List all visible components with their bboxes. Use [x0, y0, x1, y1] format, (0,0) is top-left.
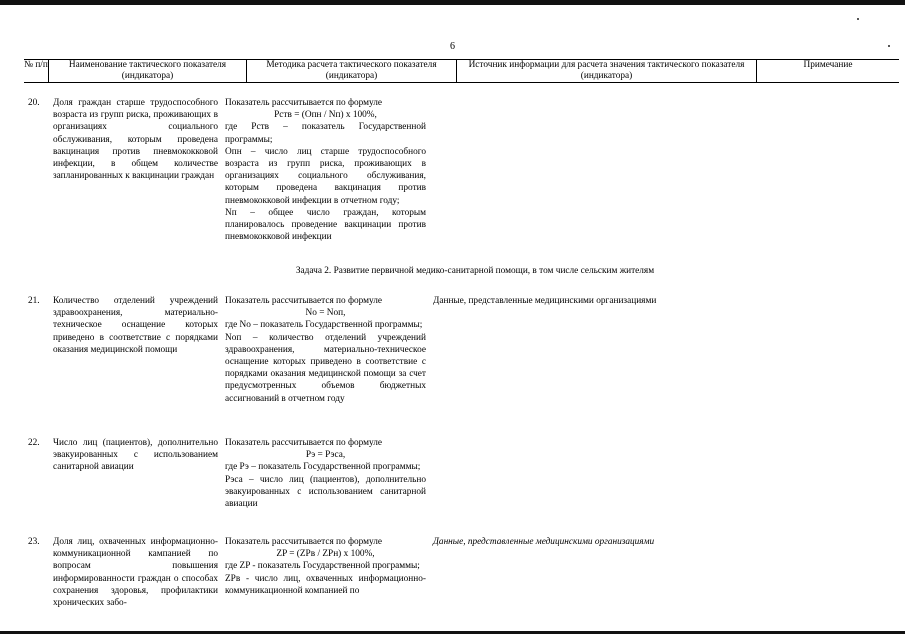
- header-note: Примечание: [756, 60, 899, 82]
- row-number: 22.: [28, 438, 40, 448]
- information-source: Данные, представленные медицинскими организациями: [433, 537, 655, 547]
- header-number: № п/п: [24, 60, 48, 70]
- header-information-source: Источник информации для расчета значения тактического показателя (индикатора): [456, 60, 756, 82]
- method-line: Nоп – количество отделений учреждений здравоохранения, материально-техническое оснащение которых приведено в соответствие с порядками оказания медицинской помощи за счет предусмотренных объемов бюджетных ассигнований в отчетном году: [225, 332, 426, 404]
- calculation-method: [225, 536, 426, 597]
- header-calculation-method: Методика расчета тактического показателя (индикатора): [246, 60, 456, 82]
- indicator-name: Число лиц (пациентов), дополнительно эвакуированных с использованием санитарной авиации: [53, 438, 218, 473]
- method-line: где Рэ – показатель Государственной программы;: [225, 462, 421, 473]
- formula: ZP = (ZPв / ZPн) x 100%,: [276, 549, 375, 560]
- formula: Рэ = Рэса,: [305, 450, 346, 461]
- bottom-scan-border: [0, 631, 905, 634]
- method-line: Nп – общее число граждан, которым планировалось проведение вакцинации против пневмококковой инфекции: [225, 207, 426, 243]
- header-indicator-name: Наименование тактического показателя (индикатора): [48, 60, 246, 82]
- indicator-name: Доля лиц, охваченных информационно-коммуникационной кампанией по вопросам повышения информированности граждан о способах сохранения здоровья, профилактики хронических забо-: [53, 537, 218, 609]
- method-line: где Рств – показатель Государственной программы;: [225, 122, 426, 145]
- task-heading: Задача 2. Развитие первичной медико-санитарной помощи, в том числе сельским жителям: [295, 266, 655, 276]
- calculation-method: [225, 97, 426, 243]
- method-intro: Показатель рассчитывается по формуле: [225, 296, 383, 306]
- top-scan-border: [0, 0, 905, 5]
- calculation-method: [225, 437, 426, 510]
- page-number: 6: [450, 41, 455, 52]
- indicator-name: Количество отделений учреждений здравоохранения, материально-техническое оснащение которых приведено в соответствие с порядками оказания медицинской помощи: [53, 296, 218, 355]
- table-header: [24, 59, 899, 83]
- method-line: Опн – число лиц старше трудоспособного возраста из групп риска, проживающих в организациях социального обслуживания, которым проведена вакцинация против пневмококковой инфекции в отчетном году;: [225, 146, 426, 206]
- row-number: 21.: [28, 296, 40, 306]
- formula: Nо = Nоп,: [305, 308, 346, 319]
- method-intro: Показатель рассчитывается по формуле: [225, 438, 383, 448]
- scan-speck: [857, 18, 859, 20]
- method-intro: Показатель рассчитывается по формуле: [225, 537, 383, 547]
- formula: Рств = (Опн / Nп) x 100%,: [274, 110, 377, 121]
- calculation-method: [225, 295, 426, 405]
- row-number: 20.: [28, 98, 40, 108]
- method-intro: Показатель рассчитывается по формуле: [225, 98, 383, 108]
- method-line: где Nо – показатель Государственной программы;: [225, 320, 423, 331]
- indicator-name: Доля граждан старше трудоспособного возраста из групп риска, проживающих в организациях социального обслуживания, которым проведена вакцинация против пневмококковой инфекции, в общем количестве запланированных к вакцинации граждан: [53, 98, 218, 182]
- method-line: Рэса – число лиц (пациентов), дополнительно эвакуированных с использованием санитарной авиации: [225, 474, 426, 510]
- row-number: 23.: [28, 537, 40, 547]
- information-source: Данные, представленные медицинскими организациями: [433, 296, 657, 306]
- method-line: ZPв - число лиц, охваченных информационно-коммуникационной компанией по: [225, 573, 426, 596]
- method-line: где ZP - показатель Государственной программы;: [225, 561, 420, 572]
